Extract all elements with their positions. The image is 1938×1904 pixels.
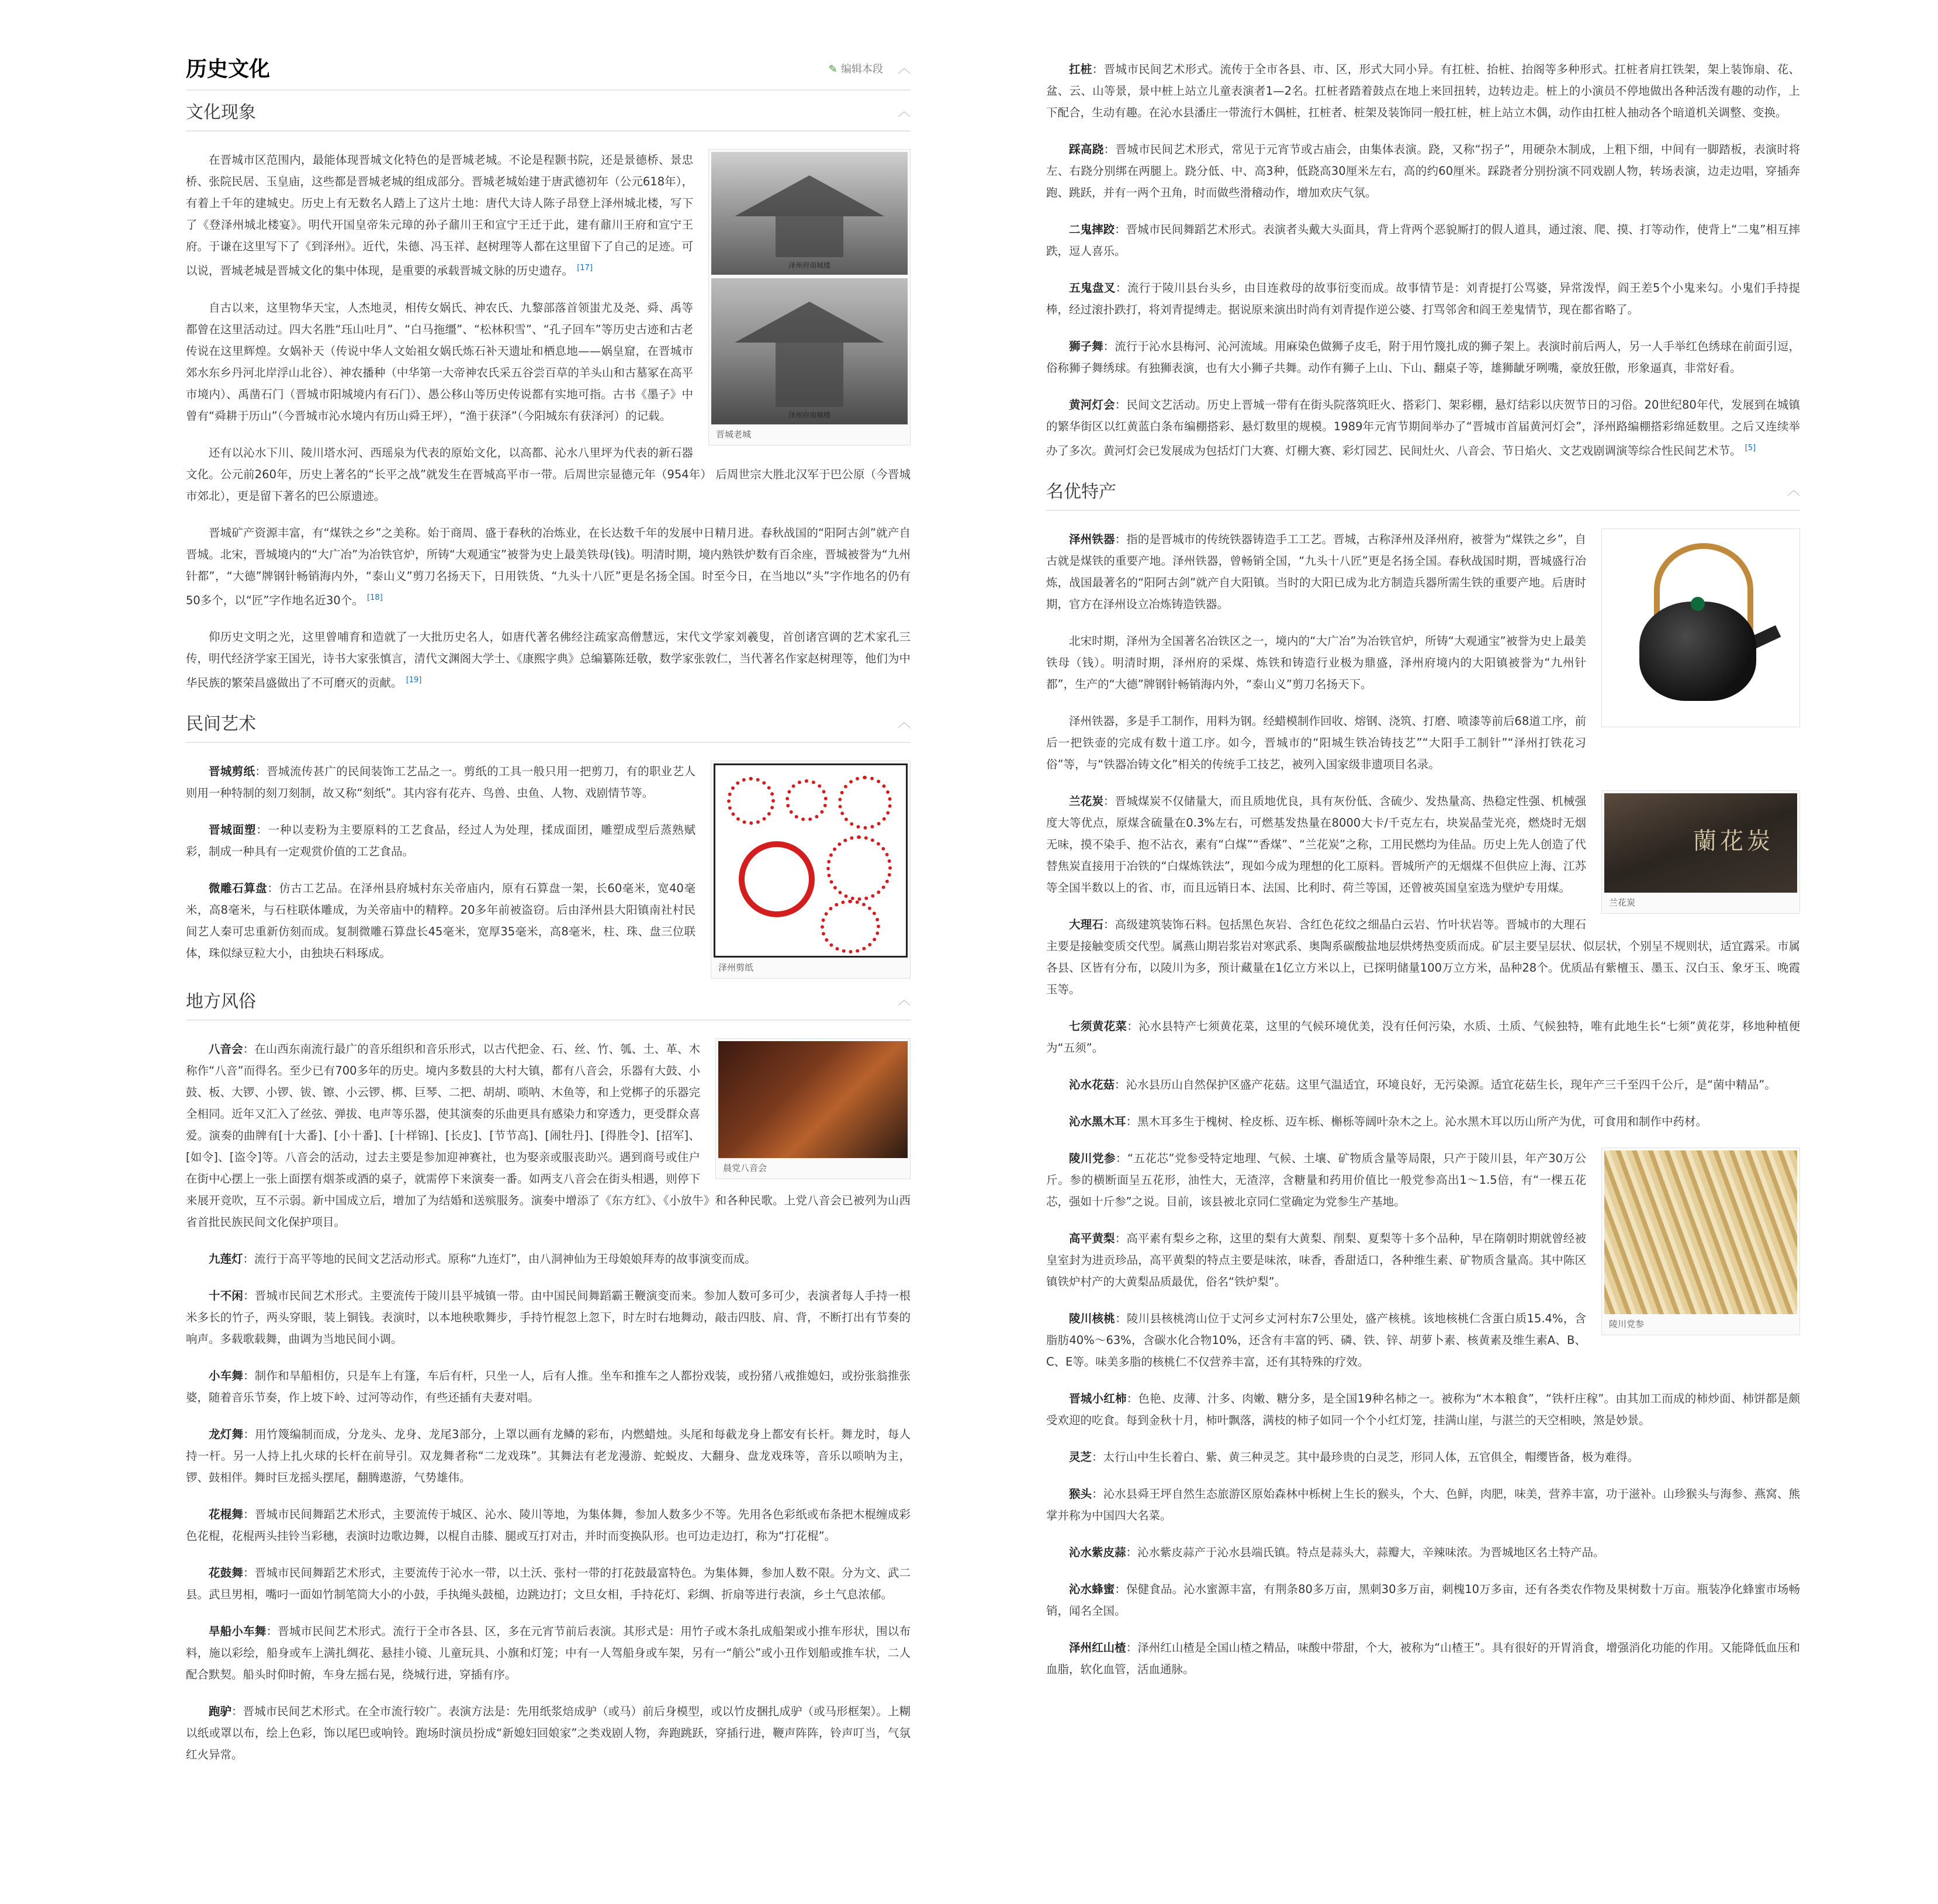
culture-paragraph-2: 自古以来，这里物华天宝，人杰地灵，相传女娲氏、神农氏、九黎部落首领蚩尤及尧、舜、禹等都曾在这里活动过。四大名胜“珏山吐月”、“白马拖缰”、“松林积雪”、“孔子回车”等历史古迹和古老传说在这里辉煌。女娲补天（传说中华人文始祖女娲氏炼石补天遗址和栖息地——娲皇窟，在晋城市郊水东乡丹河北岸浮山北谷）、神农播种（中华第一大帝神农氏采五谷尝百草的羊头山和古墓冢在高平市境内）、禹凿石门（晋城市阳城境内有石门）、愚公移山等历史传说都有实地可指。古书《墨子》中曾有“舜耕于历山”（今晋城市沁水境内有历山舜王坪），“渔于获泽”（今阳城东有获泽河）的记载。 — [186, 300, 693, 423]
right-column — [1046, 58, 1800, 1695]
product-item: 沁水紫皮蒜：沁水紫皮蒜产于沁水县端氏镇。特点是蒜头大，蒜瓣大，辛辣味浓。为晋城地区名土特产品。 — [1069, 1545, 1605, 1559]
ref-link[interactable]: [5] — [1745, 444, 1756, 452]
coal-engraving: 蘭花炭 — [1693, 827, 1774, 855]
edit-section-label: 编辑本段 — [840, 63, 883, 75]
figure-caption: 晨党八音会 — [723, 1162, 767, 1173]
teapot-body — [1639, 602, 1756, 701]
product-item: 沁水黑木耳：黑木耳多生于槐树、栓皮栎、迈车栎、槲栎等阔叶杂木之上。沁水黑木耳以历山所产为优，可食用和制作中药材。 — [1069, 1114, 1708, 1128]
product-item: 沁水蜂蜜：保健食品。沁水蜜源丰富，有荆条80多万亩，黑刺30多万亩，刺槐10万多亩，还有各类农作物及果树数十万亩。瓶装净化蜂蜜市场畅销，闻名全国。 — [1046, 1582, 1800, 1618]
folk-item: 狮子舞：流行于沁水县梅河、沁河流域。用麻染色做狮子皮毛，附于用竹篾扎成的狮子架上。表演时前后两人，另一人手举红色绣球在前面引逗，俗称狮子舞绣球。有独狮表演，也有大小狮子共舞。动作有狮子上山、下山、翻桌子等，雄狮龇牙咧嘴，豪放狂傲，形象逼真，非常好看。 — [1046, 340, 1800, 375]
paper-cut-motif — [838, 776, 892, 830]
custom-item: 九莲灯：流行于高平等地的民间文艺活动形式。原称“九连灯”，由八洞神仙为王母娘娘拜寿的故事演变而成。 — [209, 1252, 756, 1266]
section-title-culture: 文化现象 — [186, 102, 256, 123]
folk-item: 晋城面塑：一种以麦粉为主要原料的工艺食品，经过人为处理，揉成面团，雕塑成型后蒸熟赋彩，制成一种具有一定观赏价值的工艺食品。 — [186, 823, 695, 858]
product-item: 泽州红山楂：泽州红山楂是全国山楂之精品，味酸中带甜，个大，被称为“山楂王”。具有很好的开胃消食，增强消化功能的作用。又能降低血压和血脂，软化血管，活血通脉。 — [1046, 1640, 1800, 1676]
figure-caption: 兰花炭 — [1609, 897, 1636, 908]
collapse-icon[interactable]: ︿ — [897, 61, 911, 76]
folk-item: 黄河灯会：民间文艺活动。历史上晋城一带有在街头院落筑旺火、搭彩门、架彩棚，悬灯结彩以庆贺节日的习俗。20世纪80年代，发展到在城镇的繁华街区以红黄蓝白条布编棚搭彩、悬灯数里的规模。1989年元宵节期间举办了“晋城市首届黄河灯会”，泽州路编棚搭彩绵延数里。之后又连续举办了多次。黄河灯会已发展成为包括灯门大赛、灯棚大赛、彩灯园艺、民间灶火、八音会、节日焰火、文艺戏剧调演等综合性民间艺术节。 [5] — [1046, 398, 1800, 458]
ref-link[interactable]: [17] — [577, 264, 593, 272]
paper-cut-motif — [739, 841, 815, 917]
folk-item: 扛桩：晋城市民间艺术形式。流传于全市各县、市、区，形式大同小异。有扛桩、抬桩、抬阁等多种形式。扛桩者肩扛铁架，架上装饰扇、花、盆、云、山等景，景中桩上站立儿童表演者1—2名。扛桩者踏着鼓点在地上来回扭转，边转边走。桩上的小演员不停地做出各种活泼有趣的动作，上下配合，生动有趣。在沁水县潘庄一带流行木偶桩，扛桩者、桩架及装饰同一般扛桩，桩上站立木偶，动作由扛桩人抽动各个暗道机关调整、变换。 — [1046, 63, 1800, 119]
pencil-icon: ✎ — [828, 63, 838, 75]
page-title: 历史文化 — [186, 57, 271, 81]
left-column — [186, 53, 911, 1781]
culture-paragraph-3: 还有以沁水下川、陵川塔水河、西瑶泉为代表的原始文化，以高都、沁水八里坪为代表的新石器文化。公元前260年，历史上著名的“长平之战”就发生在晋城高平市一带。后周世宗显德元年（954年） 后周世宗大胜北汉军于巴公原（今晋城市郊北），更是留下著名的巴公原遗迹。 — [186, 445, 911, 503]
custom-item: 花鼓舞：晋城市民间舞蹈艺术形式，主要流传于沁水一带，以土沃、张村一带的打花鼓最富特色。为集体舞，参加人数不限。分为文、武二县。武旦男相，嘴叼一面如竹制笔筒大小的小鼓，手执绳头鼓槌，边跳边打；文旦女相，手持花灯、彩绸、折扇等进行表演，乡土气息浓郁。 — [186, 1566, 911, 1601]
product-item: 兰花炭：晋城煤炭不仅储量大，而且质地优良，具有灰份低、含硫少、发热量高、热稳定性强、机械强度大等优点，原煤含硫量在0.3%左右，可燃基发热量在8000大卡/千克左右，块炭晶莹光亮，燃烧时无烟无味，摸不染手、抱不沾衣，素有“白煤”“香煤”、“兰花炭”之称，工用民燃均为佳品。历史上先人创造了代替焦炭直接用于冶铁的“白煤炼铁法”，现如今成为理想的化工原料。晋城所产的无烟煤不但供应上海、江苏等全国半数以上的省、市，而且远销日本、法国、比利时、荷兰等国，还曾被英国皇室选为壁炉专用煤。 — [1046, 794, 1586, 894]
iron-teapot-image — [1604, 531, 1797, 724]
coal-image — [1604, 793, 1797, 893]
page-title-bar — [186, 53, 911, 91]
section-heading-products — [1046, 477, 1800, 511]
figure-iron-pot[interactable] — [1601, 528, 1800, 727]
paper-cut-motif — [785, 779, 828, 821]
gate-roof-shape — [735, 302, 884, 343]
product-paragraph: 北宋时期，泽州为全国著名冶铁区之一，境内的“大广冶”为冶铁官炉，所铸“大观通宝”被誉为史上最美铁母（钱）。明清时期，泽州府的采煤、炼铁和铸造行业极为鼎盛，泽州府境内的大阳镇被誉为“九州针都”，生产的“大德”牌钢针畅销海内外，“泰山义”剪刀名扬天下。 — [1046, 634, 1586, 691]
gate-tower-shape — [776, 343, 843, 407]
custom-item: 八音会：在山西东南流行最广的音乐组织和音乐形式，以古代把金、石、丝、竹、瓠、土、革、木称作“八音”而得名。至少已有700多年的历史。境内多数县的大村大镇，都有八音会，乐器有大鼓、小鼓、板、大锣、小锣、钹、镲、小云锣、梆、巨琴、二把、胡胡、唢呐、木鱼等，和上党梆子的乐器完全相同。近年又汇入了丝弦、弹拔、电声等乐器，使其演奏的乐曲更具有感染力和穿透力，更受群众喜爱。演奏的曲牌有[十大番]、[小十番]、[十样锦]、[长皮]、[节节高]、[闹牡丹]、[得胜令]、[招军]、[如令]、[盗令]等。八音会的活动，过去主要是参加迎神赛社，也为娶亲或服丧助兴。遇到商号或住户在街中心摆上一张上面摆有烟茶或酒的桌子，就需停下来演奏一番。如两支八音会在街头相遇，则停下来展开竞吹，互不示弱。新中国成立后，增加了为结婚和送殡服务。演奏中增添了《东方红》、《小放牛》和各种民歌。上党八音会已被列为山西省首批民族民间文化保护项目。 — [186, 1042, 911, 1229]
figure-caption: 泽州剪纸 — [718, 962, 754, 973]
section-title-folk: 民间艺术 — [186, 713, 256, 734]
paper-cut-motif — [821, 900, 880, 953]
figure-old-city[interactable] — [708, 149, 911, 445]
section-title-customs: 地方风俗 — [186, 991, 256, 1012]
folk-item: 踩高跷：晋城市民间艺术形式，常见于元宵节或古庙会，由集体表演。跷，又称“拐子”，用硬杂木制成，上粗下细，中间有一脚踏板，表演时将左、右跷分别绑在两腿上。跷分低、中、高3种，低跷高30厘米左右，高的约60厘米。踩跷者分别扮演不同戏剧人物，转场表演，边走边唱，穿插奔跑、跳跃，并有一两个丑角，时而做些滑稽动作，增加欢庆气氛。 — [1046, 143, 1800, 199]
gate-tower-shape — [776, 216, 843, 257]
folk-item: 五鬼盘叉：流行于陵川县台头乡，由目连救母的故事衍变而成。故事情节是：刘青提打公骂婆，异常泼悍，阎王差5个小鬼来勾。小鬼们手持提棒，经过滚扑跌打，将刘青提缚走。据说原来演出时尚有刘青提作逆公婆、打骂邻舍和阎王差鬼情节，现在都省略了。 — [1046, 281, 1800, 316]
folk-item: 微雕石算盘：仿古工艺品。在泽州县府城村东关帝庙内，原有石算盘一架，长60毫米，宽40毫米，高8毫米，与石柱联体雕成，为关帝庙中的精粹。20多年前被盗窃。后由泽州县大阳镇南社村民间艺人秦可忠重新仿刻而成。复制微雕石算盘长45毫米，宽厚35毫米，高8毫米，柱、珠、盘三位联体，珠似绿豆粒大小，由独块石料琢成。 — [186, 881, 695, 960]
section-heading-folk — [186, 709, 911, 743]
paper-cut-motif — [826, 835, 892, 901]
figure-bayinhui[interactable] — [715, 1038, 911, 1179]
dangshen-image — [1604, 1150, 1797, 1314]
section-title-products: 名优特产 — [1046, 481, 1116, 502]
figure-coal[interactable] — [1601, 790, 1800, 914]
product-item: 大理石：高级建筑装饰石料。包括黑色灰岩、含红色花纹之细晶白云岩、竹叶状岩等。晋城市的大理石主要是接触变质交代型。属燕山期岩浆岩对寒武系、奥陶系碳酸盐地层烘烤热变质而成。矿层主要呈层状、似层状，个别呈不规则状，适宜露采。市属各县、区皆有分布，以陵川为多，预计藏量在1亿立方米以上，已探明储量100万立方米，品种28个。优质品有紫檀玉、墨玉、汉白玉、象牙玉、晚霞玉等。 — [1046, 917, 1800, 996]
figure-dangshen[interactable] — [1601, 1148, 1800, 1335]
photo-note-1: 泽州府南城楼 — [788, 261, 830, 269]
paper-cut-motif — [727, 777, 775, 825]
edit-section-button[interactable] — [829, 63, 883, 75]
custom-item: 小车舞：制作和旱船相仿，只是车上有篷，车后有杆，只坐一人，后有人推。坐车和推车之人都扮戏装，或扮猪八戒推媳妇，或扮张翁推张婆，随着音乐节奏，作上坡下岭、过河等动作，有些还插有夫妻对唱。 — [186, 1369, 911, 1404]
ref-link[interactable]: [19] — [406, 676, 422, 685]
product-item: 泽州铁器：指的是晋城市的传统铁器铸造手工工艺。晋城，古称泽州及泽州府，被誉为“煤铁之乡”，自古就是煤铁的重要产地。泽州铁器，曾畅销全国，“九头十八匠”更是名扬全国。春秋战国时期，晋城盛行冶炼，战国最著名的“阳阿古剑”就产自大阳镇。当时的大阳已成为北方制造兵器所需生铁的重要产地。后唐时期，官方在泽州设立冶炼铸造铁器。 — [1046, 532, 1586, 611]
collapse-icon[interactable]: ︿ — [897, 716, 911, 730]
old-city-photo-1 — [711, 152, 908, 275]
custom-item: 旱船小车舞：晋城市民间艺术形式。流行于全市各县、区，多在元宵节前后表演。其形式是：用竹子或木条扎成船架或小推车形状，围以布料，施以彩绘，船身或车上满扎绸花、悬挂小镜、儿童玩具、小旗和灯笼；中有一人驾船身或车架，另有一“艄公”或小丑作划船或推车状，二人配合默契。船头时仰时俯，车身左摇右晃，绕城行进，穿插有序。 — [186, 1624, 911, 1681]
gate-roof-shape — [735, 175, 884, 216]
custom-item: 跑驴：晋城市民间艺术形式。在全市流行较广。表演方法是：先用纸浆焙成驴（或马）前后身模型，或以竹皮捆扎成驴（或马形框架）。上糊以纸或罩以布，绘上色彩，饰以尾巴或响铃。跑场时演员扮成“新媳妇回娘家”之类戏剧人物，奔跑跳跃，穿插行进，鞭声阵阵，铃声叮当，气氛红火异常。 — [186, 1704, 911, 1761]
custom-item: 十不闲：晋城市民间艺术形式。主要流传于陵川县平城镇一带。由中国民间舞蹈霸王鞭演变而来。参加人数可多可少，表演者每人手持一根米多长的竹子，两头穿眼，装上铜钱。表演时，以本地秧歌舞步，手持竹棍忽上忽下，时左时右地舞动，敲击四肢、肩、背，不断打出有节奏的响声。多载歌载舞，曲调为当地民间小调。 — [186, 1288, 911, 1346]
product-paragraph: 泽州铁器，多是手工制作，用料为钢。经蜡模制作回收、熔钢、浇筑、打磨、喷漆等前后68道工序，前后一把铁壶的完成有数十道工序。如今，晋城市的“阳城生铁冶铸技艺”“大阳手工制针”“泽州打铁花习俗”等，与“铁器冶铸文化”相关的传统手工技艺，被列入国家级非遗项目名录。 — [1046, 714, 1586, 771]
product-item: 晋城小红柿：色艳、皮薄、汁多、肉嫩、糖分多，是全国19种名柿之一。被称为“木本粮食”，“铁杆庄稼”。由其加工而成的柿炒面、柿饼都是颇受欢迎的吃食。每到金秋十月，柿叶飘落，满枝的柿子如同一个个小红灯笼，挂满山崖，与湛兰的天空相映，煞是妙景。 — [1046, 1391, 1800, 1427]
product-item: 灵芝：太行山中生长着白、紫、黄三种灵芝。其中最珍贵的白灵芝，形同人体，五官俱全，帽缨皆备，极为难得。 — [1069, 1450, 1639, 1464]
collapse-icon[interactable]: ︿ — [897, 993, 911, 1008]
figure-paper-cut[interactable] — [711, 761, 911, 979]
figure-caption: 晋城老城 — [716, 429, 752, 440]
teapot-knob — [1691, 597, 1705, 611]
product-item: 陵川党参：“五花芯”党参受特定地理、气候、土壤、矿物质含量等局限，只产于陵川县，年产30万公斤。参的横断面呈五花形，油性大，无渣滓，含糖量和药用价值比一般党参高出1～1.5倍，有“一棵五花芯，强如十斤参”之说。目前，该县被北京同仁堂确定为党参生产基地。 — [1046, 1151, 1586, 1208]
section-heading-culture — [186, 98, 911, 132]
section-heading-customs — [186, 987, 911, 1021]
product-item: 高平黄梨：高平素有梨乡之称，这里的梨有大黄梨、削梨、夏梨等十多个品种，早在隋朝时期就曾经被皇室封为进贡珍品，高平黄梨的特点主要是味浓，味香，香甜适口，各种维生素、矿物质含量高。其中陈区镇铁炉村产的大黄梨品质最优，俗名“铁炉梨”。 — [1046, 1231, 1586, 1288]
bayinhui-photo — [718, 1041, 908, 1158]
paper-cut-image — [714, 763, 908, 958]
folk-item: 晋城剪纸：晋城流传甚广的民间装饰工艺品之一。剪纸的工具一般只用一把剪刀，有的职业艺人则用一种特制的刻刀刻制，故又称“刻纸”。其内容有花卉、鸟兽、虫鱼、人物、戏剧情节等。 — [186, 764, 695, 800]
folk-item: 二鬼摔跤：晋城市民间舞蹈艺术形式。表演者头戴大头面具，背上背两个恶貌厮打的假人道具，通过滚、爬、摸、打等动作，使背上“二鬼”相互摔跌，逗人喜乐。 — [1046, 223, 1800, 258]
culture-paragraph-4: 晋城矿产资源丰富，有“煤铁之乡”之美称。始于商周、盛于春秋的冶炼业，在长达数千年的发展中日精月进。春秋战国的“阳阿古剑”就产自晋城。北宋，晋城境内的“大广冶”为冶铁官炉，所铸“大观通宝”被誉为史上最美铁母(钱)。明清时期，境内熟铁炉数有百余座，晋城被誉为“九州针都”，“大德”牌钢针畅销海内外，“泰山义”剪刀名扬天下，日用铁货、“九头十八匠”更是名扬全国。时至今日，在当地以“头”字作地名的仍有50多个，以“匠”字作地名近30个。 [18] — [186, 526, 911, 607]
custom-item: 龙灯舞：用竹篾编制而成，分龙头、龙身、龙尾3部分，上罩以画有龙鳞的彩布，内燃蜡烛。头尾和每截龙身上都安有长杆。舞龙时，每人持一杆。另一人持上扎火球的长杆在前导引。双龙舞者称“二龙戏珠”。其舞法有老龙漫游、蛇蜕皮、大翻身、盘龙戏珠等，音乐以唢呐为主，锣、鼓相伴。舞时巨龙摇头摆尾，翻腾遨游，气势雄伟。 — [186, 1427, 911, 1484]
custom-item: 花棍舞：晋城市民间舞蹈艺术形式，主要流传于城区、沁水、陵川等地，为集体舞，参加人数多少不等。先用各色彩纸或布条把木棍缠成彩色花棍，花棍两头挂铃当彩穗，表演时边歌边舞，以棍自击膝、腿或互打对击，并时而变换队形。也可边走边打，称为“打花棍”。 — [186, 1507, 911, 1543]
product-item: 陵川核桃：陵川县核桃湾山位于丈河乡丈河村东7公里处，盛产核桃。该地核桃仁含蛋白质15.4%，含脂肪40%～63%，含碳水化合物10%，还含有丰富的钙、磷、铁、锌、胡萝卜素、核黄素及维生素A、B、C、E等。味美多脂的核桃仁不仅营养丰富，还有其特殊的疗效。 — [1046, 1311, 1586, 1369]
collapse-icon[interactable]: ︿ — [897, 104, 911, 119]
figure-caption: 陵川党参 — [1609, 1318, 1645, 1329]
culture-paragraph-5: 仰历史文明之光，这里曾哺育和造就了一大批历史名人，如唐代著名佛经注疏家高僧慧远，宋代文学家刘羲叟，首创诸宫调的艺术家孔三传，明代经济学家王国光，诗书大家张慎言，清代文渊阁大学士、《康熙字典》总编纂陈廷敬，数学家张敦仁，当代著名作家赵树理等，他们为中华民族的繁荣昌盛做出了不可磨灭的贡献。 [19] — [186, 630, 911, 690]
culture-paragraph-1: 在晋城市区范围内，最能体现晋城文化特色的是晋城老城。不论是程颢书院，还是景德桥、景忠桥、张院民居、玉皇庙，这些都是晋城老城的组成部分。晋城老城始建于唐武德初年（公元618年），有着上千年的建城史。历史上有无数名人踏上了这片土地：唐代大诗人陈子昂登上泽州城北楼，写下了《登泽州城北楼宴》。明代开国皇帝朱元璋的孙子鼐川王和宣宁王迁于此，建有鼐川王府和宣宁王府。于谦在这里写下了《到泽州》。近代，朱德、冯玉祥、赵树理等人都在这里留下了自己的足迹。可以说，晋城老城是晋城文化的集中体现，是重要的承载晋城文脉的历史遗存。 [17] — [186, 153, 693, 278]
product-item: 沁水花菇：沁水县历山自然保护区盛产花菇。这里气温适宜，环境良好，无污染源。适宜花菇生长，现年产三千至四千公斤，是“菌中精品”。 — [1069, 1077, 1776, 1091]
photo-note-2: 泽州府南城楼 — [788, 411, 830, 419]
ref-link[interactable]: [18] — [367, 593, 383, 602]
product-item: 七须黄花菜：沁水县特产七须黄花菜，这里的气候环境优美，没有任何污染，水质、土质、气候独特，唯有此地生长“七须”黄花芽，移地种植便为“五须”。 — [1046, 1019, 1800, 1055]
collapse-icon[interactable]: ︿ — [1787, 483, 1800, 498]
old-city-photo-2 — [711, 278, 908, 424]
product-item: 猴头：沁水县舜王坪自然生态旅游区原始森林中栎树上生长的猴头，个大、色鲜，肉肥，味美，营养丰富，功于滋补。山珍猴头与海参、燕窝、熊掌并称为中国四大名菜。 — [1046, 1487, 1800, 1522]
